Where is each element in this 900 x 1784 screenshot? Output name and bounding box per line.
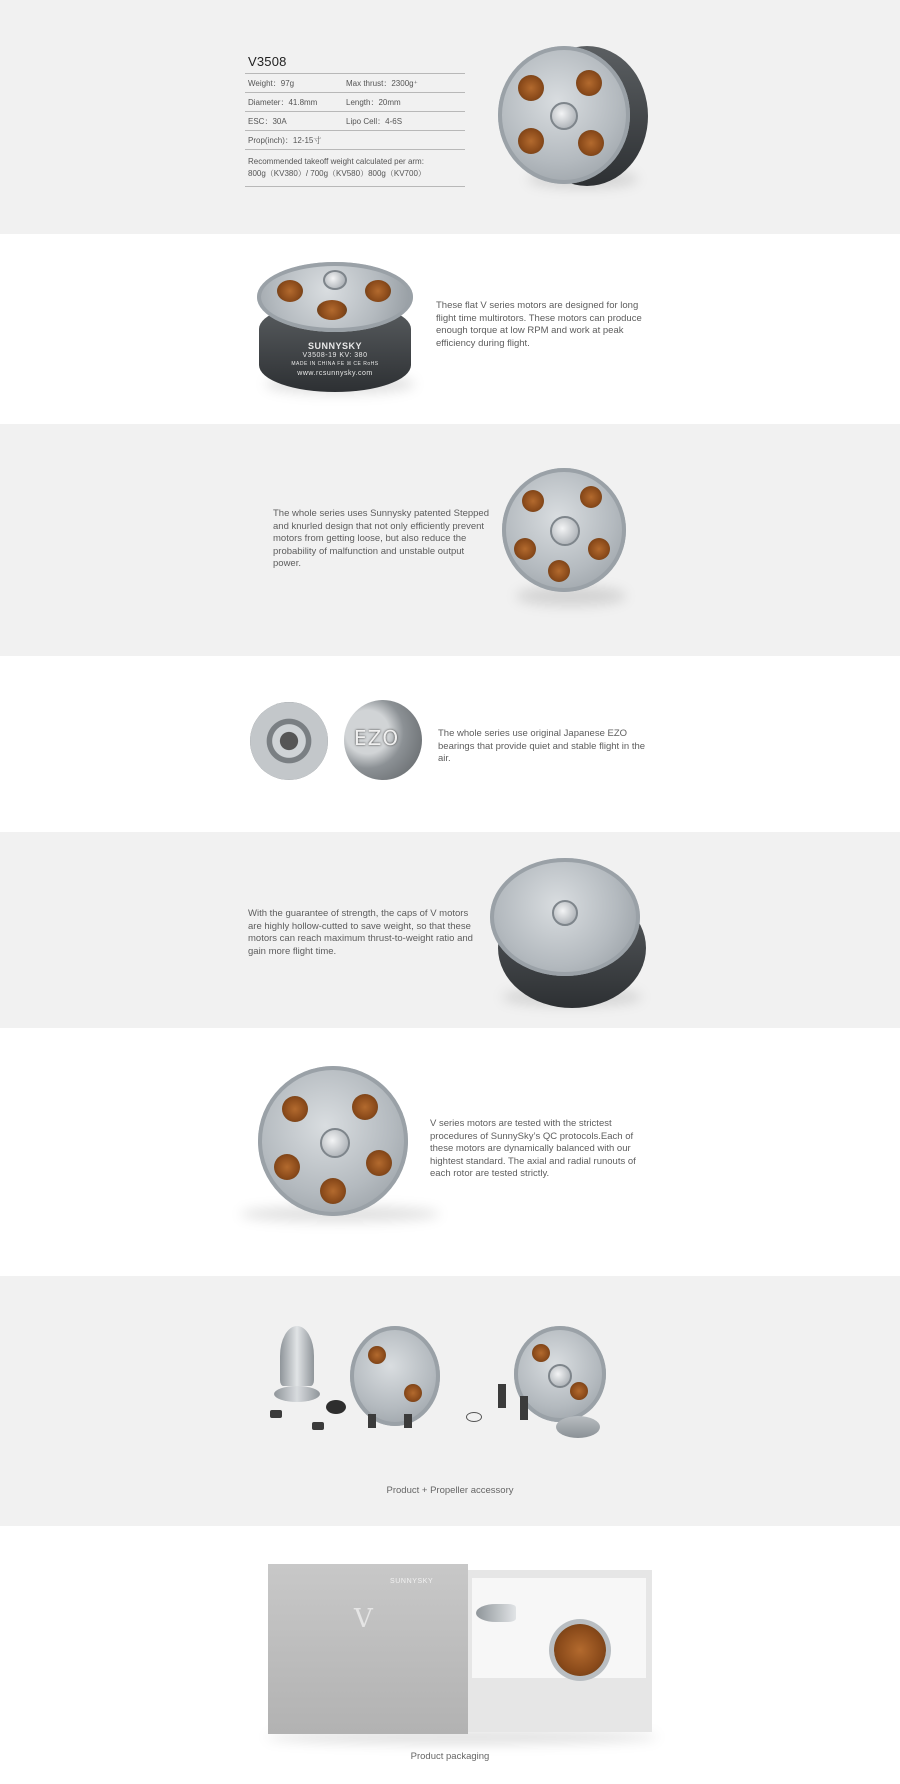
motor-image-bottom [502,468,630,608]
spec-title: V3508 [248,54,287,69]
motor-made: MADE IN CHINA FE ☒ CE RoHS [291,361,379,367]
box-v-mark: V [354,1604,373,1634]
spec-section [0,0,900,234]
spec-prop: Prop(inch)：12-15寸 [248,135,322,145]
spec-row [245,73,465,92]
spec-lipo: Lipo Cell：4-6S [346,116,403,126]
qc-section [0,1028,900,1276]
motor-brand: SUNNYSKY [307,341,362,351]
bearing-mark: EZO [354,726,400,750]
spec-note-line1: Recommended takeoff weight calculated per arm: [248,157,424,166]
bearing-image-closeup [344,700,422,780]
spec-diameter: Diameter：41.8mm [248,97,318,107]
packaging-caption: Product packaging [410,1751,490,1762]
motor-image-side [498,40,648,190]
spec-max-thrust: Max thrust：2300g⁺ [346,78,418,88]
motor-label-text [275,342,395,378]
caps-description: With the guarantee of strength, the caps of V motors are highly hollow-cutted to save weight, so that these motors can reach maximum thrust-to-weight ratio and gain more flight time. [248,908,473,957]
qc-description: V series motors are tested with the strictest procedures of SunnySky’s QC protocols.Each of these motors are dynamically balanced with our hightest standard. The axial and radial runouts of each rotor are tested strictly. [430,1118,636,1179]
accessory-image [270,1326,640,1466]
flat-section [0,234,900,424]
accessory-caption: Product + Propeller accessory [386,1485,514,1496]
spec-row [245,92,465,111]
box-brand: SUNNYSKY [390,1578,434,1585]
spec-esc: ESC：30A [248,116,287,126]
bearing-image-front [250,702,328,780]
motor-image-cap [488,858,648,1010]
motor-url: www.rcsunnysky.com [297,370,373,377]
spec-row [245,130,465,149]
packaging-section [0,1526,900,1784]
spec-weight: Weight：97g [248,78,295,88]
bearing-section [0,656,900,832]
bearing-description: The whole series use original Japanese EZO bearings that provide quiet and stable flight in the air. [438,728,646,764]
motor-model: V3508-19 KV: 380 [302,352,368,359]
accessory-section [0,1276,900,1526]
stepped-description: The whole series uses Sunnysky patented Stepped and knurled design that not only efficiently prevent motors from getting loose, but also reduce the probability of malfunction and unstable output power. [273,508,489,569]
motor-image-flat [255,262,415,397]
packaging-image [262,1564,662,1744]
motor-image-top [240,1066,440,1226]
spec-card [245,48,465,187]
stepped-section [0,424,900,656]
caps-section [0,832,900,1028]
spec-note-line2: 800g（KV380）/ 700g（KV580）800g（KV700） [248,169,426,178]
flat-description: These flat V series motors are designed for long flight time multirotors. These motors can produce enough torque at low RPM and work at peak efficiency during flight. [436,300,642,349]
spec-row [245,111,465,130]
spec-note [245,149,465,187]
spec-length: Length：20mm [346,97,401,107]
